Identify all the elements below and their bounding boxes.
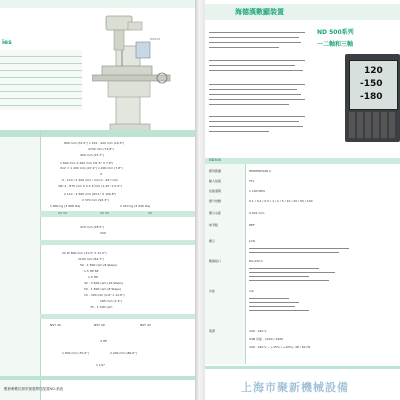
spec-row-20: 42 - 3 600 rpm (16 Steps): [84, 281, 123, 285]
spec-row-16: 2100 mm (82.7"): [78, 257, 104, 261]
spec-value-9: 1/2: [249, 289, 254, 293]
col-header-1: 2U VS: [58, 211, 68, 215]
spec-row-5: X12 = 1 200 mm (47.2") x 200 mm (7.8"): [60, 166, 123, 170]
spec-row-15: 22 W 800 mm (31.5" X 31.5"): [62, 251, 107, 255]
spec-row-28: 1 1/2": [96, 363, 106, 367]
spec-row-26: 1 800 mm (70.9"): [62, 351, 89, 355]
spec-row-17: 50 - 1 800 rpm (8 Steps): [80, 263, 117, 267]
spec-row-2: 4700 mm (74.8"): [88, 147, 114, 151]
spec-row-19: 1.5 HP: [88, 275, 98, 279]
spec-row-24: 75 - 1 300 rpm: [90, 305, 113, 309]
page-gutter: [195, 0, 205, 400]
footer-note: USB 功能 · 1200 / 2400: [249, 337, 284, 341]
display-value-3: -180: [360, 92, 383, 102]
nst-label-3: NST 40: [140, 323, 151, 327]
spec-row-8: 3#/ 4 - 875 mm X 4 X 4 mm (1.25" X 0.5"): [58, 184, 122, 188]
col-header-2: 2U VS: [100, 211, 110, 215]
spec-label-1: 應用範圍: [209, 169, 222, 173]
spec-row-4: 1 600 mm X 200 mm (31.5" X 7.8"): [60, 161, 114, 165]
spec-label-6: 參考點: [209, 223, 219, 227]
milling-machine-image: [92, 12, 172, 140]
watermark: 上海市聚新機械設備: [241, 381, 349, 394]
spec-row-18: 1.5 HP 6P: [84, 269, 99, 273]
spec-row-27: 2 200 mm (86.6"): [110, 351, 137, 355]
col-header-3: 2U: [148, 211, 153, 215]
spec-value-5: 0.001 mm: [249, 211, 265, 215]
spec-label-5: 顯示步距: [209, 211, 222, 215]
left-page: [0, 0, 195, 400]
spec-label-8: 數據接口: [209, 259, 222, 263]
nst-label-2: NST 40: [94, 323, 105, 327]
spec-row-11: 1 800 kg (3 968 lbs): [50, 204, 81, 208]
spec-header: ND500: [209, 158, 221, 162]
spec-row-21: 50 - 1 800 rpm (8 Steps): [84, 287, 121, 291]
spec-row-22: 15 - 320 mm (0.6" x 12.6"): [84, 293, 125, 297]
spec-row-3: 400 mm (15.7"): [80, 153, 104, 157]
spec-row-23: 185 mm (7.3"): [100, 299, 122, 303]
product-title-1: ND 500系列: [317, 29, 354, 36]
spec-value-3: 1 100 MHz: [249, 189, 265, 193]
spec-label-9: 功能: [209, 289, 216, 293]
spec-value-7: LCD: [249, 239, 256, 243]
spec-label-2: 輸入信號: [209, 179, 222, 183]
spec-row-9: 2 110 - 2 560 mm (83.1" X 100.8"): [64, 192, 117, 196]
spec-label-7: 顯示: [209, 239, 216, 243]
dro-screen: [349, 60, 398, 110]
product-title-2: 一二軸和三軸: [317, 41, 354, 48]
nst-label-1: NST 40: [50, 323, 61, 327]
spec-value-8: RS-232-C: [249, 259, 263, 263]
section-title: ies: [2, 39, 12, 46]
spec-row-12: 2 010 kg (4 430 lbs): [120, 204, 151, 208]
spec-row-25: 4 HP: [100, 339, 107, 343]
display-value-1: 120: [364, 66, 383, 76]
spec-value-2: TTL: [249, 179, 255, 183]
right-header: 海德漢數顯裝置: [235, 8, 284, 16]
spec-row-1: 800 mm (31.5") x 152 - 420 mm (16.5"): [64, 141, 125, 145]
dro-keypad: [349, 112, 396, 138]
spec-row-6: 4: [100, 172, 102, 176]
spec-value-4: 0.1 / 0.2 / 0.5 / 1 / 2 / 5 / 10 / 20 / 50 / 100: [249, 199, 313, 203]
spec-value-6: REF: [249, 223, 255, 227]
spec-label-3: 信號週期: [209, 189, 222, 193]
spec-row-13: 470 mm (18.5"): [80, 225, 104, 229]
spec-row-14: 200: [100, 231, 106, 235]
power-spec: 100 - 240 V ~ (-15% / +10%), 48 / 62 Hz: [249, 345, 311, 349]
spec-row-7: 0 - 110 / 2 400 mm / min 0 - 94"/ min: [62, 178, 119, 182]
spec-value-1: HEIDENHAIN 2: [249, 169, 271, 173]
bottom-note: 數據參數依據型號選擇性配置ND-系統: [4, 387, 64, 391]
spec-value-10: 100 - 240 V: [249, 329, 267, 333]
spec-row-10: 2 370 mm (93.3"): [82, 198, 109, 202]
right-page: [205, 0, 400, 400]
display-value-2: -150: [360, 79, 383, 89]
spec-label-10: 電源: [209, 329, 216, 333]
spec-label-4: 細分倍數: [209, 199, 222, 203]
top-header: H0034: [150, 37, 160, 41]
dro-device: [345, 54, 400, 142]
